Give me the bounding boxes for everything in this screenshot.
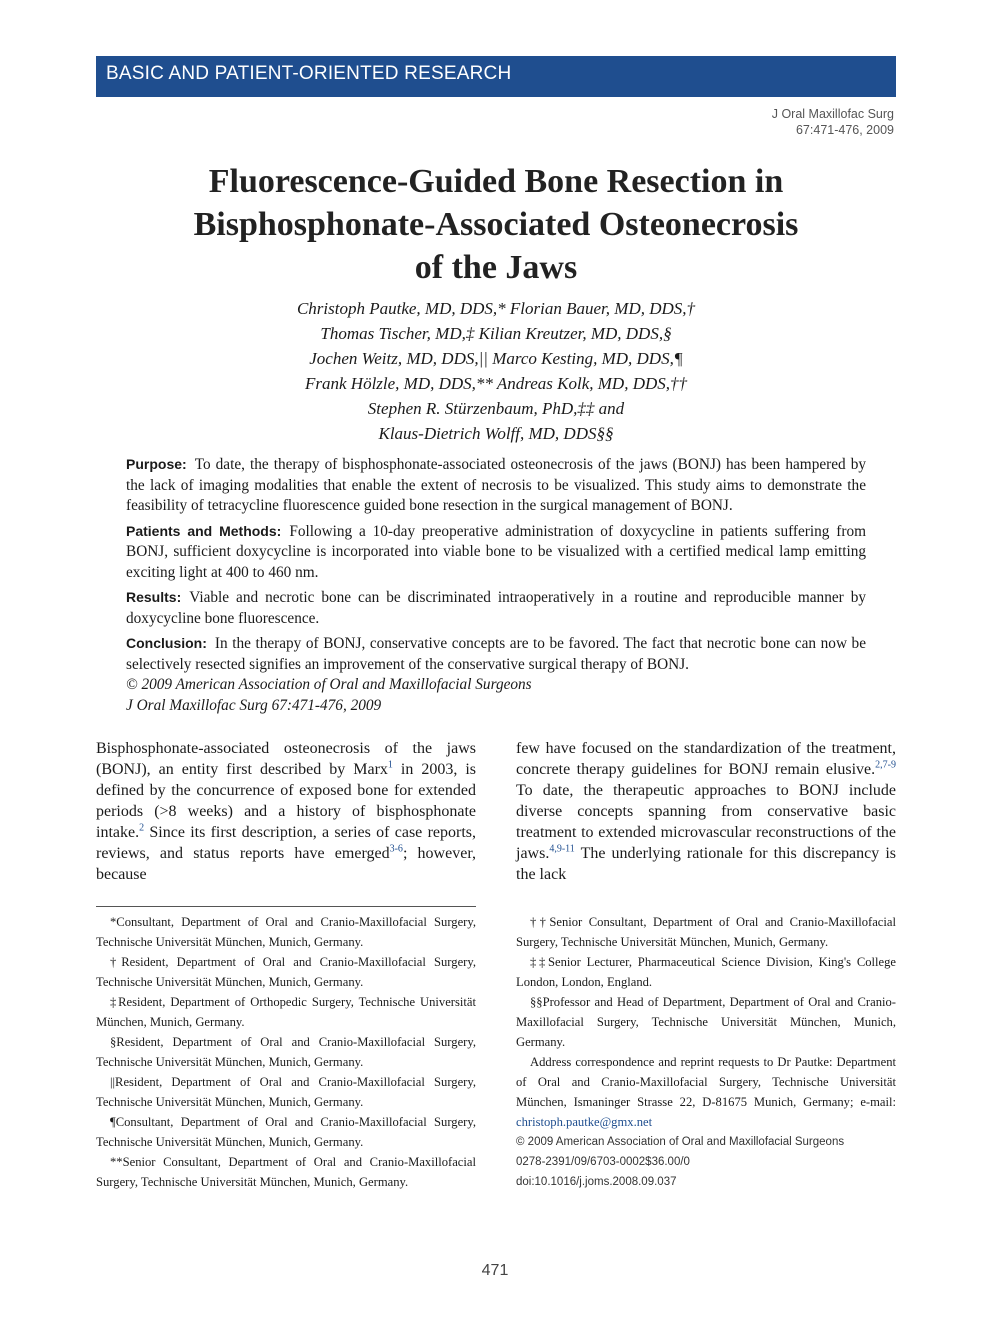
body-paragraph: [516, 738, 896, 885]
abstract-results: [126, 587, 866, 629]
footnote: *Consultant, Department of Oral and Cranio-Maxillofacial Surgery, Technische Universität München, Munich, Germany.: [96, 915, 476, 949]
abstract-purpose-label: Purpose:: [126, 456, 187, 472]
abstract-results-label: Results:: [126, 589, 182, 605]
author-list: [96, 296, 896, 446]
body-text: few have focused on the standardization of the treatment, concrete therapy guidelines for BONJ remain elusive.: [516, 740, 896, 778]
footnote: **Senior Consultant, Department of Oral and Cranio-Maxillofacial Surgery, Technische Universität München, Munich, Germany.: [96, 1155, 476, 1189]
body-column-right: [516, 738, 896, 885]
title-line-1: Fluorescence-Guided Bone Resection in: [208, 163, 784, 200]
footnote: ¶Consultant, Department of Oral and Cranio-Maxillofacial Surgery, Technische Universität München, Munich, Germany.: [96, 1115, 476, 1149]
abstract: [126, 454, 866, 716]
abstract-copyright: © 2009 American Association of Oral and Maxillofacial Surgeons: [126, 676, 532, 693]
citation-link[interactable]: 1: [387, 759, 393, 771]
correspondence-text: Address correspondence and reprint requests to Dr Pautke: Department of Oral and Cranio-Maxillofacial Surgery, Technische Universität München, Ismaninger Strasse 22, D-81675 Munich, Germany; e-mail:: [516, 1055, 896, 1109]
author-line: Klaus-Dietrich Wolff, MD, DDS§§: [378, 424, 614, 443]
body-text: To date, the therapeutic approaches to BONJ include diverse concepts spanning from conservative basic treatment to extended microvascular reconstructions of the jaws.: [516, 782, 896, 862]
abstract-methods-label: Patients and Methods:: [126, 522, 282, 539]
footnotes-right: [516, 912, 896, 1192]
footnote: ‡‡Senior Lecturer, Pharmaceutical Science Division, King's College London, London, England.: [516, 955, 896, 989]
footnote-divider: [96, 906, 476, 907]
author-line: Frank Hölzle, MD, DDS,** Andreas Kolk, MD, DDS,††: [305, 374, 687, 393]
footnote: ††Senior Consultant, Department of Oral and Cranio-Maxillofacial Surgery, Technische Universität München, Munich, Germany.: [516, 915, 896, 949]
footnote: ||Resident, Department of Oral and Cranio-Maxillofacial Surgery, Technische Universität München, Munich, Germany.: [96, 1075, 476, 1109]
abstract-methods-text: Following a 10-day preoperative administration of doxycycline in patients suffering from BONJ, sufficient doxycycline is incorporated into viable bone to be visualized with a certified medical lamp emitting exciting light at 400 to 460 nm.: [126, 522, 866, 581]
footnote: §Resident, Department of Oral and Cranio-Maxillofacial Surgery, Technische Universität München, Munich, Germany.: [96, 1035, 476, 1069]
footnotes-left: [96, 912, 476, 1192]
correspondence: [516, 1052, 896, 1132]
abstract-conclusion-label: Conclusion:: [126, 635, 207, 651]
body-column-left: [96, 738, 476, 885]
abstract-methods: [126, 521, 866, 584]
footnote: ‡Resident, Department of Orthopedic Surgery, Technische Universität München, Munich, Germany.: [96, 995, 476, 1029]
publication-doi: doi:10.1016/j.joms.2008.09.037: [516, 1176, 677, 1188]
article-title: [96, 160, 896, 289]
author-line: Jochen Weitz, MD, DDS,|| Marco Kesting, MD, DDS,¶: [309, 349, 683, 368]
page-number: 471: [481, 1262, 509, 1279]
abstract-conclusion-text: In the therapy of BONJ, conservative concepts are to be favored. The fact that necrotic bone can now be selectively resected signifies an improvement of the conservative surgical therapy of BONJ.: [126, 635, 866, 673]
title-line-3: of the Jaws: [414, 249, 578, 286]
author-line: Christoph Pautke, MD, DDS,* Florian Bauer, MD, DDS,†: [296, 299, 696, 318]
abstract-citation: J Oral Maxillofac Surg 67:471-476, 2009: [126, 696, 382, 714]
author-line: Thomas Tischer, MD,‡ Kilian Kreutzer, MD, DDS,§: [320, 324, 672, 343]
body-paragraph: [96, 738, 476, 885]
citation-link[interactable]: 4,9-11: [549, 843, 575, 855]
citation-link[interactable]: 2,7-9: [875, 759, 896, 771]
abstract-conclusion: [126, 633, 866, 675]
author-line: Stephen R. Stürzenbaum, PhD,‡‡ and: [367, 399, 625, 418]
section-banner-label: BASIC AND PATIENT-ORIENTED RESEARCH: [106, 63, 512, 84]
email-link[interactable]: christoph.pautke@gmx.net: [516, 1115, 653, 1129]
journal-volume: 67:471-476, 2009: [795, 123, 894, 137]
title-line-2: Bisphosphonate-Associated Osteonecrosis: [193, 206, 799, 243]
footnote: §§Professor and Head of Department, Department of Oral and Cranio-Maxillofacial Surgery, Technische Universität München, Munich, Germany.: [516, 995, 896, 1049]
citation-link[interactable]: 2: [139, 822, 145, 834]
body-text: Bisphosphonate-associated osteonecrosis of the jaws (BONJ), an entity first described by Marx: [96, 740, 476, 778]
body-text: in 2003, is defined by the concurrence of exposed bone for extended periods (>8 weeks) and a history of bisphosphonate intake.: [96, 761, 477, 841]
footnote: †Resident, Department of Oral and Cranio-Maxillofacial Surgery, Technische Universität München, Munich, Germany.: [96, 955, 476, 989]
abstract-results-text: Viable and necrotic bone can be discriminated intraoperatively in a routine and reproducible manner by doxycycline bone fluorescence.: [126, 589, 866, 627]
body-text: The underlying rationale for this discrepancy is the lack: [516, 845, 896, 883]
journal-name: J Oral Maxillofac Surg: [771, 107, 894, 121]
publication-issn: 0278-2391/09/6703-0002$36.00/0: [516, 1156, 690, 1168]
body-text: ; however, because: [96, 845, 476, 883]
abstract-purpose-text: To date, the therapy of bisphosphonate-associated osteonecrosis of the jaws (BONJ) has been hampered by the lack of imaging modalities that enable the extent of necrosis to be visualized. This study aims to demonstrate the feasibility of tetracycline fluorescence guided bone resection in the surgical management of BONJ.: [126, 456, 866, 514]
citation-link[interactable]: 3-6: [389, 843, 403, 855]
publication-copyright: © 2009 American Association of Oral and Maxillofacial Surgeons: [516, 1136, 845, 1148]
body-text: Since its first description, a series of case reports, reviews, and status reports have emerged: [96, 824, 476, 862]
journal-reference: [772, 106, 894, 138]
section-banner: [96, 56, 896, 97]
abstract-purpose: [126, 454, 866, 517]
